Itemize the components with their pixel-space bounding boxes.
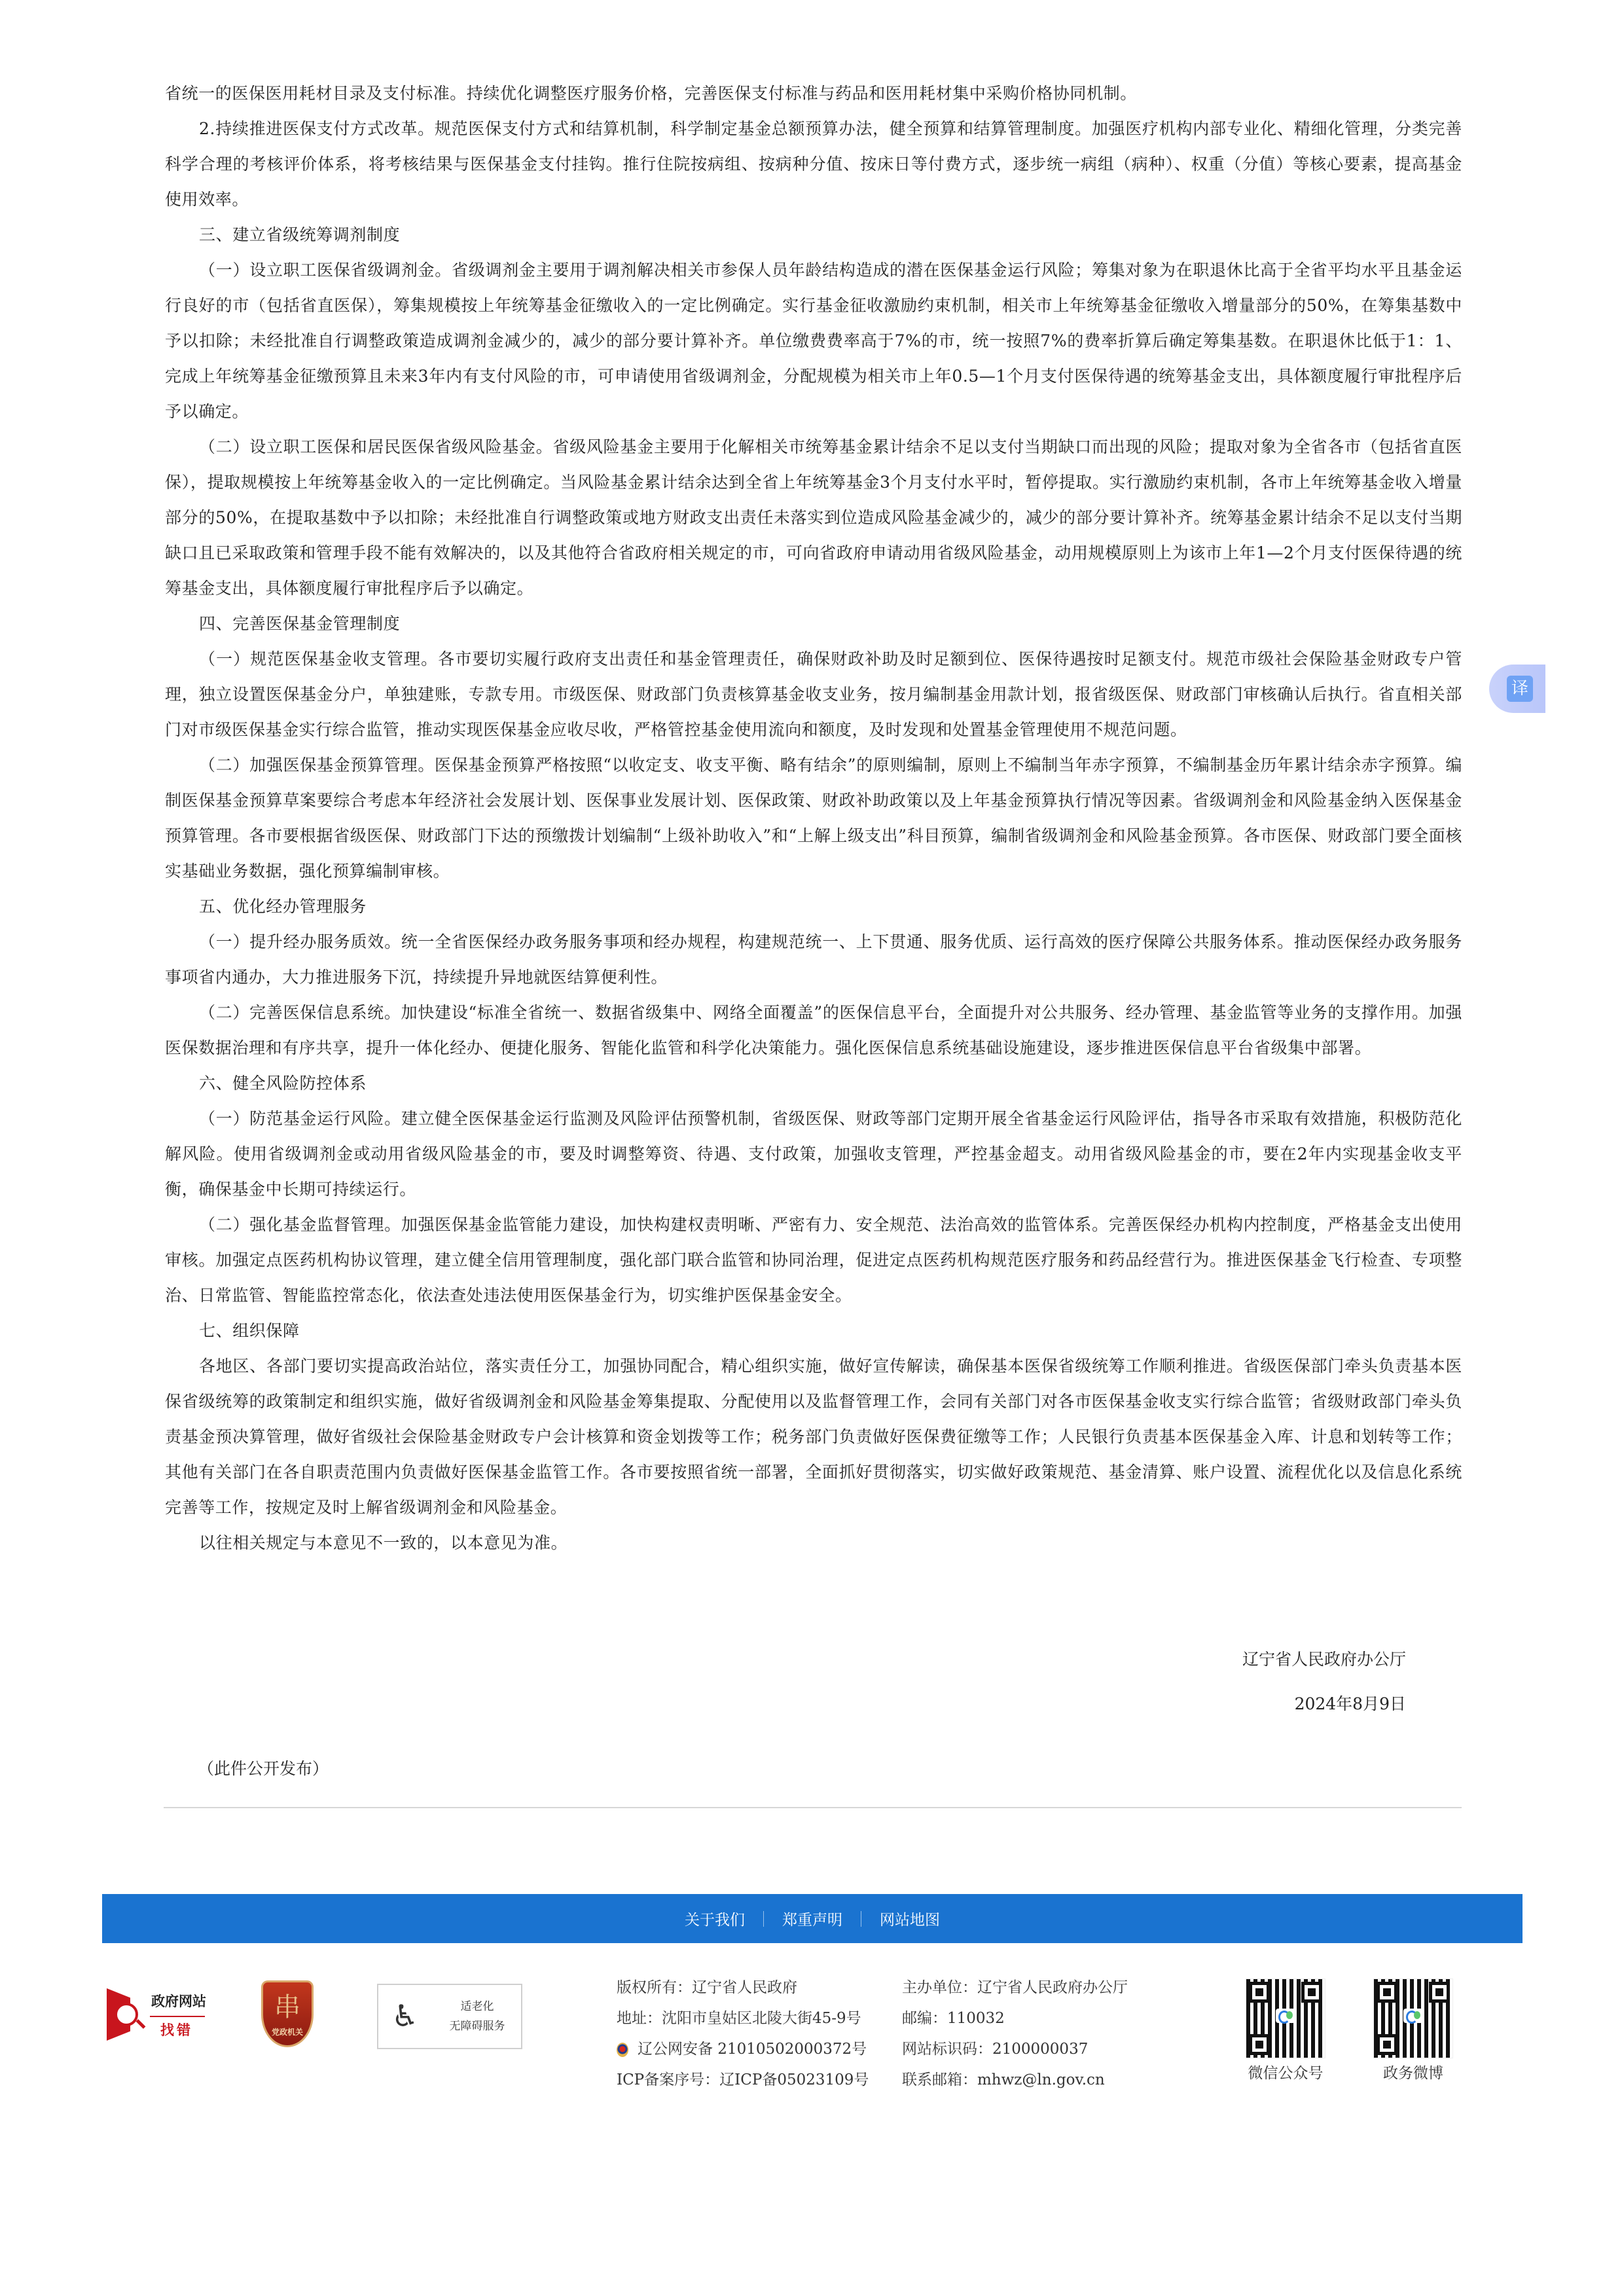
- find-error-title: 政府网站: [151, 1994, 206, 2009]
- wheelchair-icon: ♿: [391, 1998, 419, 2033]
- paragraph-continuation: 省统一的医保医用耗材目录及支付标准。持续优化调整医疗服务价格，完善医保支付标准与药品和医用耗材集中采购价格协同机制。: [165, 84, 1137, 103]
- paragraph: （一）提升经办服务质效。统一全省医保经办政务服务事项和经办规程，构建规范统一、上下贯通、服务优质、运行高效的医疗保障公共服务体系。推动医保经办政务服务事项省内通办，大力推进服务下沉，持续提升异地就医结算便利性。: [165, 932, 1462, 987]
- signature-block: [1242, 1642, 1406, 1722]
- content-divider: [164, 1807, 1462, 1808]
- party-emblem-icon: 串: [274, 1992, 300, 2022]
- translate-icon: 译: [1507, 676, 1533, 702]
- paragraph: （二）完善医保信息系统。加快建设“标准全省统一、数据省级集中、网络全面覆盖”的医保信息平台，全面提升对公共服务、经办管理、基金监管等业务的支撑作用。加强医保数据治理和有序共享，提升一体化经办、便捷化服务、智能化监管和科学化决策能力。强化医保信息系统基础设施建设，逐步推进医保信息平台省级集中部署。: [165, 1003, 1462, 1057]
- party-gov-label: 党政机关: [271, 2028, 303, 2037]
- contact-email: 联系邮箱：mhwz@ln.gov.cn: [902, 2071, 1105, 2088]
- police-record-text: 辽公网安备 21010502000372号: [638, 2041, 867, 2058]
- section-heading: 六、健全风险防控体系: [199, 1074, 367, 1093]
- footer-link-about[interactable]: 关于我们: [685, 1912, 745, 1929]
- paragraph: 各地区、各部门要切实提高政治站位，落实责任分工，加强协同配合，精心组织实施，做好宣传解读，确保基本医保省级统筹工作顺利推进。省级医保部门牵头负责基本医保省级统筹的政策制定和组织实施，做好省级调剂金和风险基金筹集提取、分配使用以及监督管理工作，会同有关部门对各市医保基金收支实行综合监管；省级财政部门牵头负责基金预决算管理，做好省级社会保险基金财政专户会计核算和资金划拨等工作；税务部门负责做好医保费征缴等工作；人民银行负责基本医保基金入库、计息和划转等工作；其他有关部门在各自职责范围内负责做好医保基金监管工作。各市要按照省统一部署，全面抓好贯彻落实，切实做好政策规范、基金清算、账户设置、流程优化以及信息化系统完善等工作，按规定及时上解省级调剂金和风险基金。: [165, 1357, 1462, 1517]
- qr-logo-icon: [1276, 2009, 1295, 2023]
- magnifier-handle: [136, 2019, 146, 2029]
- postcode: 邮编：110032: [902, 2010, 1005, 2027]
- issuer: 辽宁省人民政府办公厅: [1242, 1650, 1406, 1669]
- paragraph: （一）防范基金运行风险。建立健全医保基金运行监测及风险评估预警机制，省级医保、财政等部门定期开展全省基金运行风险评估，指导各市采取有效措施，积极防范化解风险。使用省级调剂金或动用省级风险基金的市，要及时调整筹资、待遇、支付政策，加强收支管理，严控基金超支。动用省级风险基金的市，要在2年内实现基金收支平衡，确保基金中长期可持续运行。: [165, 1109, 1462, 1199]
- paragraph: （二）加强医保基金预算管理。医保基金预算严格按照“以收定支、收支平衡、略有结余”的原则编制，原则上不编制当年赤字预算，不编制基金历年累计结余赤字预算。编制医保基金预算草案要综合考虑本年经济社会发展计划、医保事业发展计划、医保政策、财政补助政策以及上年基金预算执行情况等因素。省级调剂金和风险基金纳入医保基金预算管理。各市要根据省级医保、财政部门下达的预缴拨计划编制“上级补助收入”和“上解上级支出”科目预算，编制省级调剂金和风险基金预算。各市医保、财政部门要全面核实基础业务数据，强化预算编制审核。: [165, 756, 1462, 881]
- icp-record[interactable]: ICP备案序号：辽ICP备05023109号: [617, 2071, 869, 2088]
- accessibility-badge[interactable]: [377, 1984, 522, 2049]
- sponsor: 主办单位：辽宁省人民政府办公厅: [902, 1979, 1128, 1996]
- section-heading: 四、完善医保基金管理制度: [199, 614, 401, 633]
- paragraph: 以往相关规定与本意见不一致的，以本意见为准。: [199, 1533, 568, 1552]
- paragraph: （二）设立职工医保和居民医保省级风险基金。省级风险基金主要用于化解相关市统筹基金累计结余不足以支付当期缺口而出现的风险；提取对象为全省各市（包括省直医保），提取规模按上年统筹基金收入的一定比例确定。当风险基金累计结余达到全省上年统筹基金3个月支付水平时，暂停提取。实行激励约束机制，各市上年统筹基金收入增量部分的50%，在提取基数中予以扣除；未经批准自行调整政策或地方财政支出责任未落实到位造成风险基金减少的，减少的部分要计算补齐。统筹基金累计结余不足以支付当期缺口且已采取政策和管理手段不能有效解决的，以及其他符合省政府相关规定的市，可向省政府申请动用省级风险基金，动用规模原则上为该市上年1—2个月支付医保待遇的统筹基金支出，具体额度履行审批程序后予以确定。: [165, 437, 1462, 598]
- police-record[interactable]: [617, 2034, 902, 2065]
- paragraph: （一）设立职工医保省级调剂金。省级调剂金主要用于调剂解决相关市参保人员年龄结构造成的潜在医保基金运行风险；筹集对象为在职退休比高于全省平均水平且基金运行良好的市（包括省直医保），筹集规模按上年统筹基金征缴收入的一定比例确定。实行基金征收激励约束机制，相关市上年统筹基金征缴收入增量部分的50%，在筹集基数中予以扣除；未经批准自行调整政策造成调剂金减少的，减少的部分要计算补齐。单位缴费费率高于7%的市，统一按照7%的费率折算后确定筹集基数。在职退休比低于1：1、完成上年统筹基金征缴预算且未来3年内有支付风险的市，可申请使用省级调剂金，分配规模为相关市上年0.5—1个月支付医保待遇的统筹基金支出，具体额度履行审批程序后予以确定。: [165, 261, 1462, 421]
- weibo-qr-label: 政务微博: [1383, 2065, 1443, 2082]
- footer-nav: [102, 1894, 1523, 1943]
- accessibility-line1: 适老化: [460, 2000, 494, 2013]
- find-error-subtitle: 找错: [160, 2022, 193, 2038]
- badge-rule: [150, 2016, 205, 2017]
- issue-date: 2024年8月9日: [1294, 1694, 1406, 1713]
- section-heading: 三、建立省级统筹调剂制度: [199, 225, 401, 244]
- site-code: 网站标识码：2100000037: [902, 2041, 1089, 2058]
- publish-note: （此件公开发布）: [198, 1759, 329, 1778]
- magnifier-icon: [115, 2003, 138, 2026]
- weibo-qr-code: [1373, 1978, 1453, 2058]
- footer-info: [617, 1973, 1128, 2096]
- party-gov-badge[interactable]: [261, 1980, 314, 2047]
- copyright: 版权所有：辽宁省人民政府: [617, 1979, 797, 1996]
- accessibility-line2: 无障碍服务: [449, 2020, 505, 2033]
- section-heading: 五、优化经办管理服务: [199, 897, 367, 916]
- paragraph: 2.持续推进医保支付方式改革。规范医保支付方式和结算机制，科学制定基金总额预算办法，健全预算和结算管理制度。加强医疗机构内部专业化、精细化管理，分类完善科学合理的考核评价体系，将考核结果与医保基金支付挂钩。推行住院按病组、按病种分值、按床日等付费方式，逐步统一病组（病种）、权重（分值）等核心要素，提高基金使用效率。: [165, 119, 1462, 209]
- translate-button[interactable]: [1489, 665, 1545, 713]
- paragraph: （一）规范医保基金收支管理。各市要切实履行政府支出责任和基金管理责任，确保财政补助及时足额到位、医保待遇按时足额支付。规范市级社会保险基金财政专户管理，独立设置医保基金分户，单独建账，专款专用。市级医保、财政部门负责核算基金收支业务，按月编制基金用款计划，报省级医保、财政部门审核确认后执行。省直相关部门对市级医保基金实行综合监管，推动实现医保基金应收尽收，严格管控基金使用流向和额度，及时发现和处置基金管理使用不规范问题。: [165, 649, 1462, 739]
- address: 地址：沈阳市皇姑区北陵大街45-9号: [617, 2010, 861, 2027]
- article-body: [165, 76, 1462, 1561]
- wechat-qr-label: 微信公众号: [1248, 2065, 1324, 2082]
- find-error-badge[interactable]: [107, 1988, 206, 2041]
- paragraph: （二）强化基金监督管理。加强医保基金监管能力建设，加快构建权责明晰、严密有力、安全规范、法治高效的监管体系。完善医保经办机构内控制度，严格基金支出使用审核。加强定点医药机构协议管理，建立健全信用管理制度，强化部门联合监管和协同治理，促进定点医药机构规范医疗服务和药品经营行为。推进医保基金飞行检查、专项整治、日常监管、智能监控常态化，依法查处违法使用医保基金行为，切实维护医保基金安全。: [165, 1215, 1462, 1305]
- footer-link-sitemap[interactable]: 网站地图: [880, 1912, 940, 1929]
- footer-link-disclaimer[interactable]: 郑重声明: [782, 1912, 842, 1929]
- wechat-qr-code: [1246, 1978, 1325, 2058]
- wechat-qr-block: [1246, 1978, 1325, 2083]
- section-heading: 七、组织保障: [199, 1321, 300, 1340]
- weibo-qr-block: [1373, 1978, 1453, 2083]
- qr-logo-icon: [1403, 2009, 1423, 2023]
- police-emblem-icon: [617, 2043, 628, 2057]
